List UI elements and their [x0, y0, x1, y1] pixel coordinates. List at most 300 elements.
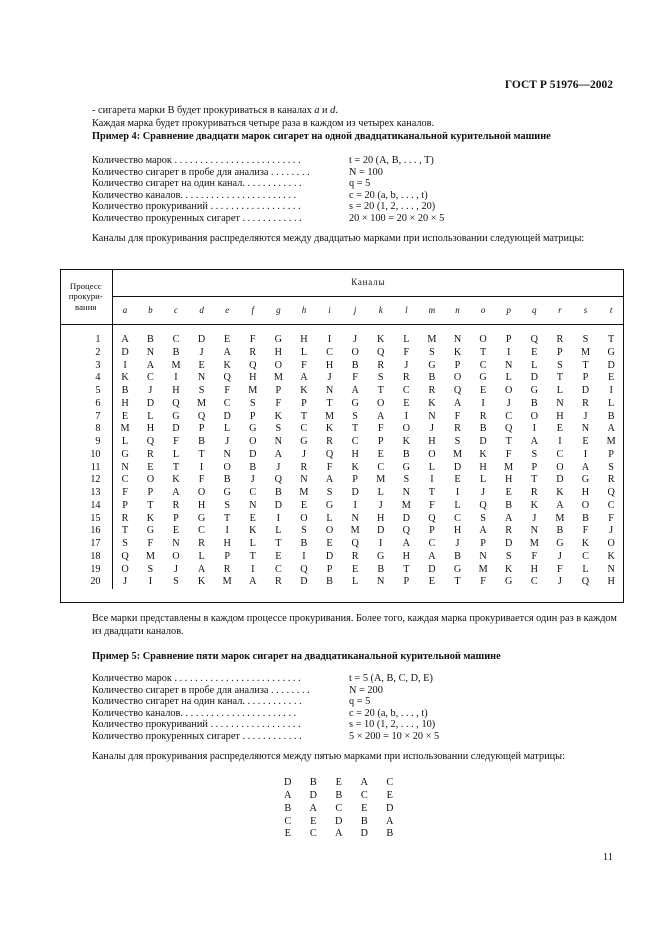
matrix-cell: A [386, 815, 394, 827]
param-row [92, 213, 444, 225]
param-value: 5 × 200 = 10 × 20 × 5 [349, 730, 440, 742]
brand-cell: A [223, 346, 231, 358]
brand-cell: B [607, 410, 615, 422]
brand-cell: A [249, 576, 257, 588]
brand-cell: P [122, 499, 128, 511]
param-label: Количество сигарет на один канал. . . . . . . . . . . . [92, 178, 302, 190]
example4-after-text: Все марки представлены в каждом процессе прокуривания. Более того, каждая марка прокуривается один раз в каждом из двадцати каналов. [92, 613, 617, 637]
example4-title: Пример 4: Сравнение двадцати марок сигарет на одной двадцатиканальной курительной машине [92, 131, 551, 142]
brand-cell: H [402, 550, 410, 562]
brand-cell: F [557, 563, 563, 575]
brand-cell: J [276, 461, 281, 473]
param-value: N = 200 [349, 684, 383, 696]
brand-cell: P [608, 448, 614, 460]
brand-cell: A [505, 512, 513, 524]
matrix-cell: B [309, 777, 317, 788]
brand-cell: C [377, 461, 385, 473]
brand-cell: H [249, 372, 257, 384]
matrix-cell: E [361, 802, 368, 814]
param-row [92, 696, 439, 708]
brand-cell: J [148, 385, 153, 396]
brand-cell: Q [351, 538, 359, 549]
brand-cell: M [580, 346, 591, 358]
brand-cell: S [480, 512, 486, 524]
brand-cell: M [171, 359, 181, 371]
process-number: 12 [60, 474, 112, 487]
brand-cell: K [146, 512, 155, 524]
brand-cell: N [172, 538, 180, 549]
param-row [92, 167, 444, 179]
brand-cell: R [582, 397, 589, 409]
brand-cell: O [530, 410, 538, 422]
brand-cell: O [274, 359, 283, 371]
channel-label: b [138, 297, 164, 325]
brand-cell: H [300, 334, 308, 345]
brand-cell: Q [300, 563, 308, 575]
example5-channels-text: Каналы для прокуривания распределяются между пятью марками при использовании следующей матрицы: [92, 751, 565, 762]
brand-cell: L [608, 397, 615, 409]
channel-label: k [368, 297, 394, 325]
brand-cell: G [249, 423, 257, 435]
brand-cell: K [530, 499, 538, 511]
matrix-cell: B [360, 815, 368, 827]
channel-label: m [419, 297, 445, 325]
brand-cell: C [607, 499, 615, 511]
param-row [92, 719, 439, 731]
brand-cell: L [326, 512, 333, 524]
channel-label: d [189, 297, 215, 325]
brand-cell: R [607, 474, 615, 486]
brand-cell: M [606, 436, 616, 447]
brand-cell: B [172, 346, 180, 358]
brand-cell: E [147, 461, 154, 473]
matrix-cell: E [335, 777, 342, 788]
matrix-cell: A [284, 789, 292, 801]
brand-cell: F [505, 448, 512, 460]
brand-cell: J [301, 448, 306, 460]
brand-cell: B [556, 525, 564, 537]
brand-cell: B [402, 448, 410, 460]
brand-cell: H [556, 410, 564, 422]
brand-cell: S [454, 436, 461, 447]
brand-cell: I [558, 436, 562, 447]
process-number: 5 [60, 385, 112, 398]
brand-cell: T [582, 359, 589, 371]
brand-cell: R [249, 346, 257, 358]
brand-cell: A [300, 372, 308, 384]
brand-cell: P [224, 550, 230, 562]
brand-cell: E [608, 372, 615, 384]
brand-cell: K [505, 563, 513, 575]
brand-cell: L [249, 538, 256, 549]
brand-cell: F [352, 372, 358, 384]
brand-cell: F [198, 474, 205, 486]
brand-cell: L [403, 334, 410, 345]
brand-cell: A [607, 423, 615, 435]
brand-cell: A [453, 397, 462, 409]
table-row [60, 551, 624, 564]
brand-cell: J [353, 334, 358, 345]
brand-cell: G [607, 346, 615, 358]
brand-cell: J [557, 550, 562, 562]
brand-cell: D [479, 436, 487, 447]
brand-cell: Q [453, 385, 462, 396]
matrix-cell: C [335, 802, 343, 814]
brand-cell: T [377, 385, 384, 396]
matrix-row [275, 816, 403, 829]
brand-cell: C [223, 397, 231, 409]
brand-cell: E [198, 359, 205, 371]
brand-cell: D [453, 461, 462, 473]
matrix-cell: A [309, 802, 317, 814]
process-header-line: Процесс [69, 281, 102, 292]
brand-cell: P [403, 576, 410, 588]
brand-cell: B [428, 372, 436, 384]
brand-cell: C [505, 410, 513, 422]
example5-params [92, 673, 439, 743]
brand-cell: L [300, 346, 308, 358]
param-value: t = 5 (A, B, C, D, E) [349, 673, 433, 684]
brand-cell: L [147, 410, 154, 422]
brand-cell: R [198, 538, 205, 549]
brand-cell: I [532, 423, 536, 435]
brand-cell: M [325, 410, 335, 422]
param-row [92, 685, 439, 697]
brand-cell: O [300, 512, 308, 524]
brand-cell: B [326, 576, 333, 588]
brand-cell: T [608, 334, 615, 345]
brand-cell: P [301, 397, 307, 409]
brand-cell: F [122, 487, 128, 498]
brand-cell: A [197, 563, 206, 575]
brand-cell: R [223, 563, 231, 575]
brand-cell: J [455, 538, 460, 549]
brand-cell: D [146, 397, 155, 409]
brand-cell: C [402, 385, 410, 396]
brand-cell: H [479, 461, 487, 473]
brand-cell: E [403, 397, 410, 409]
matrix-cell: D [335, 815, 343, 827]
brand-cell: C [146, 372, 154, 384]
brand-cell: H [121, 397, 129, 409]
brand-cell: F [429, 499, 435, 511]
matrix-cell: C [386, 777, 394, 788]
example4-params [92, 155, 444, 225]
brand-cell: T [326, 397, 333, 409]
brand-cell: F [454, 410, 461, 422]
brand-cell: G [325, 499, 334, 511]
brand-cell: E [300, 499, 308, 511]
brand-cell: P [557, 346, 563, 358]
brand-cell: F [249, 334, 256, 345]
process-number: 19 [60, 564, 112, 577]
channel-label: a [112, 297, 138, 325]
brand-cell: S [249, 397, 256, 409]
brand-cell: M [145, 550, 155, 562]
brand-cell: R [505, 525, 513, 537]
channel-label: i [317, 297, 343, 325]
channel-label: r [547, 297, 573, 325]
param-label: Количество прокуренных сигарет . . . . . . . . . . . . [92, 730, 302, 742]
param-label: Количество сигарет в пробе для анализа . . . . . . . . [92, 684, 310, 696]
brand-cell: R [300, 461, 308, 473]
brand-cell: C [351, 436, 359, 447]
brand-cell: T [454, 576, 461, 588]
example5-title: Пример 5: Сравнение пяти марок сигарет на двадцатиканальной курительной машине [92, 651, 501, 662]
brand-cell: R [274, 576, 282, 588]
brand-cell: L [454, 499, 461, 511]
process-number: 7 [60, 411, 112, 424]
channel-label: e [214, 297, 240, 325]
brand-cell: B [223, 474, 231, 486]
brand-cell: S [377, 372, 384, 384]
brand-cell: S [531, 448, 538, 460]
param-value: N = 100 [349, 166, 383, 178]
brand-cell: I [251, 563, 255, 575]
channel-label: t [598, 297, 624, 325]
brand-cell: K [428, 397, 436, 409]
process-number: 17 [60, 538, 112, 551]
brand-cell: G [505, 576, 513, 588]
brand-cell: S [301, 525, 307, 537]
brand-cell: Q [274, 474, 283, 486]
brand-cell: O [223, 461, 231, 473]
brand-cell: O [556, 461, 564, 473]
process-number: 4 [60, 372, 112, 385]
brand-cell: M [299, 487, 309, 498]
brand-cell: P [454, 359, 461, 371]
brand-cell: I [148, 576, 153, 588]
matrix-row [275, 790, 403, 803]
brand-cell: P [147, 487, 154, 498]
brand-cell: S [224, 499, 230, 511]
brand-cell: L [505, 372, 512, 384]
standard-number: ГОСТ Р 51976—2002 [504, 79, 613, 91]
brand-cell: M [401, 499, 411, 511]
channel-label: l [394, 297, 420, 325]
brand-cell: T [249, 550, 256, 562]
brand-cell: N [223, 448, 231, 460]
brand-cell: R [530, 487, 538, 498]
matrix-cell: B [335, 789, 343, 801]
brand-cell: B [146, 334, 154, 345]
brand-cell: E [505, 487, 512, 498]
brand-cell: L [479, 474, 487, 486]
brand-cell: K [121, 372, 129, 384]
brand-cell: Q [146, 436, 155, 447]
brand-cell: J [174, 563, 178, 575]
table-row [60, 513, 624, 526]
param-value: 20 × 100 = 20 × 20 × 5 [349, 212, 445, 224]
brand-cell: G [530, 385, 538, 396]
brand-cell: L [275, 525, 282, 537]
param-value: q = 5 [349, 178, 371, 190]
param-row [92, 190, 444, 202]
brand-cell: R [428, 385, 436, 396]
brand-cell: I [455, 487, 460, 498]
brand-cell: K [377, 334, 385, 345]
brand-cell: H [351, 448, 359, 460]
brand-cell: G [197, 512, 206, 524]
param-value: c = 20 (a, b, . . . , t) [349, 707, 428, 719]
table-row [60, 423, 624, 436]
param-value: s = 20 (1, 2, . . . , 20) [349, 201, 436, 213]
brand-cell: N [249, 499, 257, 511]
brand-cell: D [121, 346, 129, 358]
matrix-cell: D [309, 789, 317, 801]
brand-cell: Q [428, 512, 436, 524]
brand-cell: O [172, 550, 180, 562]
brand-cell: I [430, 474, 434, 486]
brand-cell: T [505, 436, 512, 447]
brand-cell: D [607, 359, 615, 371]
intro-line-2: Каждая марка будет прокуриваться четыре раза в каждом из четырех каналов. [92, 117, 435, 129]
brand-cell: J [404, 359, 409, 371]
brand-cell: O [453, 372, 462, 384]
brand-cell: E [582, 436, 589, 447]
brand-cell: M [222, 576, 232, 588]
brand-cell: N [428, 410, 436, 422]
brand-cell: N [479, 550, 487, 562]
process-number: 10 [60, 449, 112, 462]
brand-cell: P [429, 525, 435, 537]
brand-cell: J [250, 474, 255, 486]
brand-cell: B [121, 385, 129, 396]
brand-cell: S [326, 487, 333, 498]
brand-cell: E [377, 448, 384, 460]
brand-cell: I [123, 359, 127, 371]
process-header-line: прокури- [68, 291, 103, 302]
brand-cell: N [607, 563, 615, 575]
brand-cell: E [454, 474, 461, 486]
brand-cell: I [353, 499, 357, 511]
brand-cell: I [276, 512, 281, 524]
brand-cell: N [300, 474, 308, 486]
brand-cell: M [120, 423, 130, 435]
brand-cell: Q [249, 359, 257, 371]
intro-paragraph [92, 105, 622, 131]
param-row [92, 178, 444, 190]
brand-cell: C [454, 512, 461, 524]
matrix-cell: B [284, 802, 292, 814]
brand-cell: H [607, 576, 615, 588]
brand-cell: B [505, 499, 513, 511]
brand-cell: H [530, 563, 538, 575]
brand-cell: P [531, 461, 538, 473]
process-number: 8 [60, 423, 112, 436]
brand-cell: B [351, 359, 359, 371]
brand-cell: F [377, 423, 384, 435]
brand-cell: G [274, 334, 283, 345]
process-number: 14 [60, 500, 112, 513]
brand-cell: N [556, 397, 564, 409]
brand-cell: R [121, 512, 129, 524]
brand-cell: F [224, 385, 230, 396]
param-label: Количество прокуриваний . . . . . . . . . . . . . . . . . . [92, 719, 301, 731]
table-row [60, 449, 624, 462]
brand-cell: M [555, 512, 565, 524]
brand-cell: Q [197, 410, 206, 422]
brand-cell: A [530, 436, 538, 447]
brand-cell: G [377, 550, 385, 562]
brand-cell: L [198, 550, 205, 562]
brand-cell: C [479, 359, 487, 371]
brand-cell: T [198, 448, 205, 460]
brand-cell: Q [172, 397, 180, 409]
param-label: Количество сигарет в пробе для анализа . . . . . . . . [92, 166, 310, 178]
brand-cell: H [581, 487, 590, 498]
table-row [60, 398, 624, 411]
brand-cell: H [325, 359, 334, 371]
brand-cell: D [249, 448, 257, 460]
brand-cell: F [275, 397, 282, 409]
brand-cell: N [530, 525, 538, 537]
brand-cell: O [428, 448, 436, 460]
process-header [60, 269, 112, 325]
brand-cell: T [479, 346, 487, 358]
brand-cell: F [531, 550, 538, 562]
brand-cell: D [197, 334, 206, 345]
brand-cell: Q [377, 346, 385, 358]
brand-cell: M [478, 563, 488, 575]
matrix-row [275, 777, 403, 790]
brand-cell: H [377, 512, 385, 524]
brand-cell: M [452, 448, 463, 460]
brand-cell: K [581, 538, 590, 549]
brand-cell: P [505, 334, 512, 345]
brand-cell: Q [581, 576, 590, 588]
table-row [60, 487, 624, 500]
brand-cell: E [479, 385, 487, 396]
brand-cell: R [172, 499, 180, 511]
brand-cell: H [172, 385, 180, 396]
brand-cell: C [428, 538, 436, 549]
table-row [60, 576, 624, 589]
param-label: Количество марок . . . . . . . . . . . . . . . . . . . . . . . . . [92, 673, 301, 684]
brand-cell: D [351, 487, 359, 498]
brand-cell: H [197, 499, 206, 511]
brand-cell: O [607, 538, 615, 549]
brand-cell: K [556, 487, 564, 498]
brand-cell: I [199, 461, 204, 473]
brand-cell: G [146, 525, 155, 537]
brand-cell: Q [402, 525, 410, 537]
param-label: Количество сигарет на один канал. . . . . . . . . . . . [92, 696, 302, 708]
table-row [60, 411, 624, 424]
brand-cell: P [173, 512, 179, 524]
brand-cell: L [428, 461, 436, 473]
matrix-cell: B [386, 828, 394, 840]
brand-cell: M [248, 385, 258, 396]
brand-cell: C [582, 550, 589, 562]
brand-cell: Q [607, 487, 615, 498]
matrix-cell: C [309, 828, 317, 840]
brand-cell: S [582, 334, 589, 345]
brand-cell: C [326, 346, 333, 358]
brand-cell: G [351, 397, 359, 409]
brand-cell: A [325, 474, 334, 486]
brand-cell: H [146, 423, 155, 435]
table-row [60, 525, 624, 538]
brand-cell: O [377, 397, 385, 409]
brand-cell: T [352, 423, 359, 435]
brand-cell: F [173, 436, 179, 447]
brand-cell: R [402, 372, 410, 384]
channel-label: j [342, 297, 368, 325]
channels-header: Каналы [112, 269, 624, 297]
brand-cell: K [172, 474, 180, 486]
brand-cell: J [506, 397, 511, 409]
